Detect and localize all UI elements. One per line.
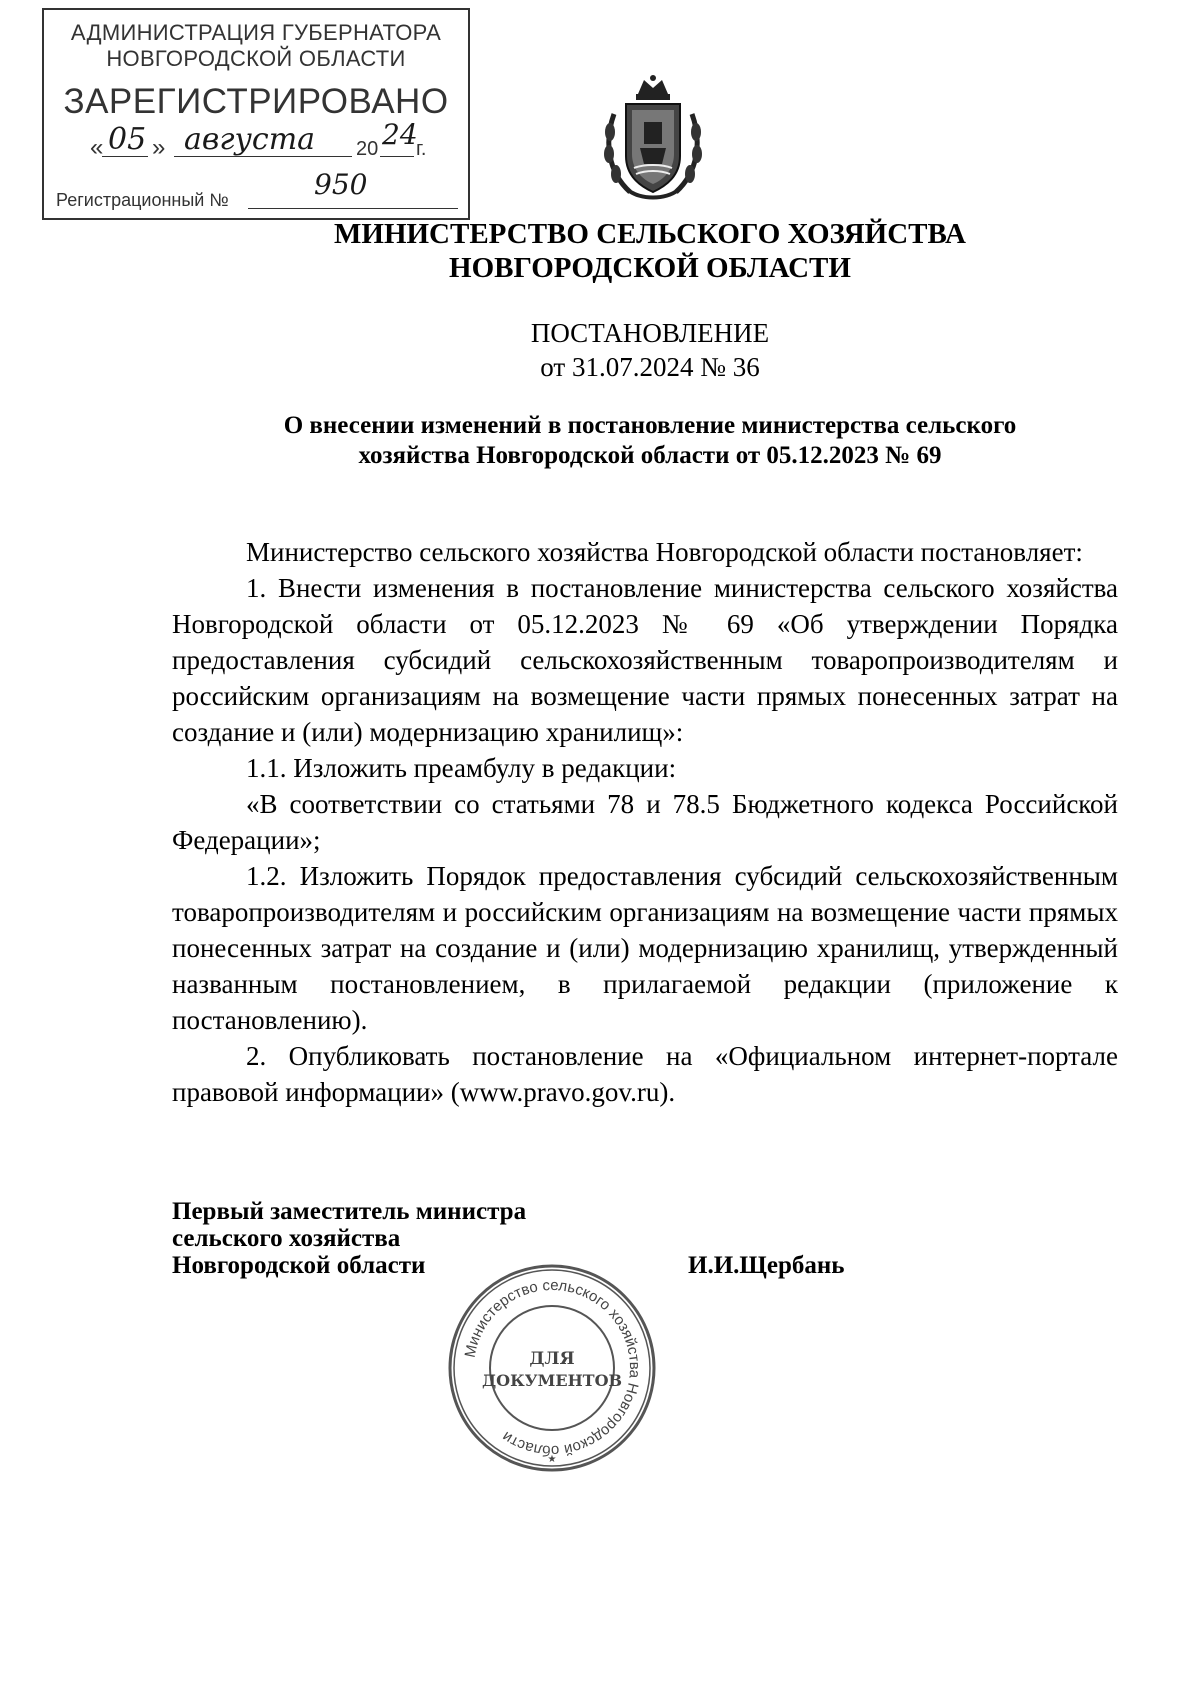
stamp-year-unit: г. [416, 138, 427, 160]
stamp-org-line2: НОВГОРОДСКОЙ ОБЛАСТИ [106, 46, 406, 71]
ministry-name-line1: МИНИСТЕРСТВО СЕЛЬСКОГО ХОЗЯЙСТВА [334, 218, 966, 250]
stamp-reg-label: Регистрационный № [56, 190, 229, 210]
stamp-year-suffix: 24 [382, 118, 418, 151]
document-body [172, 534, 1118, 1110]
document-type: ПОСТАНОВЛЕНИЕ [530, 318, 770, 348]
seal-star-icon: ★ [547, 1454, 557, 1465]
ministry-name-line2: НОВГОРОДСКОЙ ОБЛАСТИ [449, 252, 851, 284]
paragraph-2: 2. Опубликовать постановление на «Официальном интернет-портале правовой информации» (www.pravo.gov.ru). [172, 1041, 1118, 1107]
day-underline [102, 156, 148, 157]
signatory-position-line1: Первый заместитель министра [172, 1198, 527, 1225]
seal-center-line1: ДЛЯ [529, 1349, 575, 1369]
paragraph-1-1: 1.1. Изложить преамбулу в редакции: [246, 753, 677, 783]
quote-close: » [152, 134, 166, 161]
intro-paragraph: Министерство сельского хозяйства Новгородской области постановляет: [246, 537, 1083, 567]
seal-ring-text: Министерство сельского хозяйства Новгородской области [461, 1276, 644, 1460]
signatory-name: И.И.Щербань [688, 1252, 845, 1279]
document-date-number: от 31.07.2024 № 36 [540, 352, 760, 382]
quote-open: « [90, 134, 104, 161]
reg-underline [248, 208, 458, 209]
year-underline [380, 156, 414, 157]
stamp-year-prefix: 20 [356, 138, 379, 160]
official-seal-icon [446, 1262, 658, 1474]
subject-line1: О внесении изменений в постановление министерства сельского [283, 412, 1017, 439]
seal-center-line2: ДОКУМЕНТОВ [481, 1371, 623, 1390]
paragraph-1-2: 1.2. Изложить Порядок предоставления субсидий сельскохозяйственным товаропроизводителям и российским организациям на возмещение части прямых понесенных затрат на создание и (или) модернизацию хранилищ, утвержденный названным постановлением, в прилагаемой редакции (приложение к постановлению). [172, 861, 1118, 1035]
coat-of-arms-icon [600, 72, 706, 204]
signatory-position-line2: сельского хозяйства [172, 1225, 401, 1252]
paragraph-1-1-quote: «В соответствии со статьями 78 и 78.5 Бюджетного кодекса Российской Федерации»; [172, 789, 1118, 855]
signatory-position-line3: Новгородской области [172, 1252, 426, 1279]
stamp-day: 05 [108, 122, 147, 157]
stamp-month: августа [184, 122, 316, 157]
month-underline [174, 156, 352, 157]
subject-line2: хозяйства Новгородской области от 05.12.2023 № 69 [358, 442, 942, 469]
paragraph-1: 1. Внести изменения в постановление министерства сельского хозяйства Новгородской области от 05.12.2023 № 69 «Об утверждении Порядка предоставления субсидий сельскохозяйственным товаропроизводителям и российским организациям на возмещение части прямых понесенных затрат на создание и (или) модернизацию хранилищ»: [172, 573, 1118, 747]
stamp-reg-number: 950 [314, 168, 368, 201]
registration-stamp [42, 8, 470, 220]
stamp-status: ЗАРЕГИСТРИРОВАНО [63, 82, 449, 121]
stamp-org-line1: АДМИНИСТРАЦИЯ ГУБЕРНАТОРА [70, 20, 442, 45]
